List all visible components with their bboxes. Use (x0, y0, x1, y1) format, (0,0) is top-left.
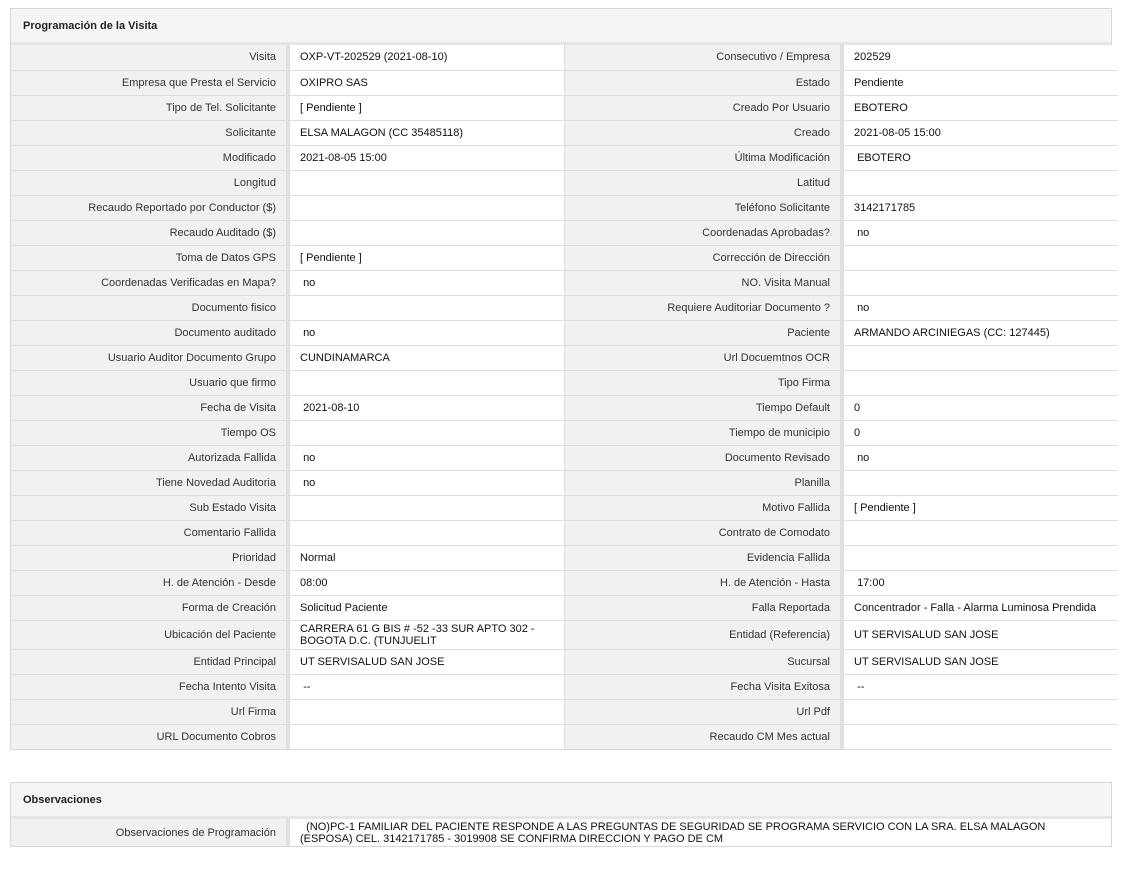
observaciones-value: (NO)PC-1 FAMILIAR DEL PACIENTE RESPONDE A LAS PREGUNTAS DE SEGURIDAD SE PROGRAMA SERVICIO CON LA SRA. ELSA MALAGON (ESPOSA) CEL. 3142171785 - 3019908 SE CONFIRMA DIRECCION Y PAGO DE CM (290, 819, 1112, 846)
field-label: Planilla (565, 470, 841, 495)
programacion-panel (10, 8, 1112, 750)
field-value: ARMANDO ARCINIEGAS (CC: 127445) (844, 320, 1119, 345)
table-row (11, 620, 1118, 649)
field-label: Recaudo Auditado ($) (11, 220, 287, 245)
table-row (11, 345, 1118, 370)
field-label: Corrección de Dirección (565, 245, 841, 270)
field-value: [ Pendiente ] (290, 95, 565, 120)
field-value (844, 545, 1119, 570)
field-label: Evidencia Fallida (565, 545, 841, 570)
field-value: no (844, 445, 1119, 470)
field-label: Tiene Novedad Auditoria (11, 470, 287, 495)
field-value (844, 470, 1119, 495)
table-row (11, 145, 1118, 170)
field-label: Estado (565, 70, 841, 95)
table-row (11, 220, 1118, 245)
field-value: no (290, 445, 565, 470)
table-row (11, 45, 1118, 70)
field-label: Coordenadas Verificadas en Mapa? (11, 270, 287, 295)
field-label: Coordenadas Aprobadas? (565, 220, 841, 245)
field-label: Contrato de Comodato (565, 520, 841, 545)
field-value: 2021-08-05 15:00 (290, 145, 565, 170)
table-row (11, 819, 1111, 846)
field-label: URL Documento Cobros (11, 724, 287, 749)
field-label: Fecha Intento Visita (11, 674, 287, 699)
table-row (11, 270, 1118, 295)
field-value: no (290, 470, 565, 495)
field-label: H. de Atención - Hasta (565, 570, 841, 595)
field-label: Falla Reportada (565, 595, 841, 620)
field-value (844, 245, 1119, 270)
field-value: 0 (844, 395, 1119, 420)
table-row (11, 470, 1118, 495)
table-row (11, 520, 1118, 545)
field-label: Última Modificación (565, 145, 841, 170)
observaciones-table (11, 819, 1111, 846)
field-label: Creado (565, 120, 841, 145)
field-label: Consecutivo / Empresa (565, 45, 841, 70)
field-value: 202529 (844, 45, 1119, 70)
field-value: [ Pendiente ] (844, 495, 1119, 520)
field-value (844, 345, 1119, 370)
field-value: EBOTERO (844, 95, 1119, 120)
field-value (290, 170, 565, 195)
field-label: Tiempo Default (565, 395, 841, 420)
field-label: Usuario Auditor Documento Grupo (11, 345, 287, 370)
field-label: Tipo Firma (565, 370, 841, 395)
table-row (11, 70, 1118, 95)
field-label: Comentario Fallida (11, 520, 287, 545)
field-label: Fecha de Visita (11, 395, 287, 420)
observaciones-panel (10, 782, 1112, 847)
programacion-title: Programación de la Visita (11, 9, 1111, 45)
table-row (11, 545, 1118, 570)
table-row (11, 245, 1118, 270)
field-value (290, 195, 565, 220)
table-row (11, 445, 1118, 470)
field-value (290, 420, 565, 445)
table-row (11, 95, 1118, 120)
field-value (844, 370, 1119, 395)
field-label: Documento auditado (11, 320, 287, 345)
field-label: Tiempo de municipio (565, 420, 841, 445)
field-value: OXP-VT-202529 (2021-08-10) (290, 45, 565, 70)
field-label: Tiempo OS (11, 420, 287, 445)
field-value (844, 170, 1119, 195)
table-row (11, 570, 1118, 595)
field-label: Modificado (11, 145, 287, 170)
field-value: Pendiente (844, 70, 1119, 95)
field-label: Url Pdf (565, 699, 841, 724)
table-row (11, 595, 1118, 620)
field-value (290, 295, 565, 320)
field-value: 2021-08-10 (290, 395, 565, 420)
field-value (290, 495, 565, 520)
table-row (11, 120, 1118, 145)
field-value (290, 520, 565, 545)
field-label: Solicitante (11, 120, 287, 145)
field-value: CUNDINAMARCA (290, 345, 565, 370)
field-label: Tipo de Tel. Solicitante (11, 95, 287, 120)
field-value: 2021-08-05 15:00 (844, 120, 1119, 145)
field-value: UT SERVISALUD SAN JOSE (844, 649, 1119, 674)
table-row (11, 295, 1118, 320)
field-label: Sub Estado Visita (11, 495, 287, 520)
field-label: Sucursal (565, 649, 841, 674)
field-value (844, 724, 1119, 749)
field-label: Teléfono Solicitante (565, 195, 841, 220)
field-label: Creado Por Usuario (565, 95, 841, 120)
field-label: NO. Visita Manual (565, 270, 841, 295)
field-value: OXIPRO SAS (290, 70, 565, 95)
field-label: Fecha Visita Exitosa (565, 674, 841, 699)
programacion-table (11, 45, 1118, 749)
field-value: EBOTERO (844, 145, 1119, 170)
table-row (11, 420, 1118, 445)
field-label: Recaudo CM Mes actual (565, 724, 841, 749)
field-label: Entidad (Referencia) (565, 620, 841, 649)
field-label: Documento Revisado (565, 445, 841, 470)
field-value: UT SERVISALUD SAN JOSE (290, 649, 565, 674)
field-label: Prioridad (11, 545, 287, 570)
table-row (11, 320, 1118, 345)
table-row (11, 395, 1118, 420)
field-label: Recaudo Reportado por Conductor ($) (11, 195, 287, 220)
field-label: Url Firma (11, 699, 287, 724)
table-row (11, 495, 1118, 520)
table-row (11, 195, 1118, 220)
field-value (844, 699, 1119, 724)
table-row (11, 699, 1118, 724)
field-label: Url Docuemtnos OCR (565, 345, 841, 370)
field-value: 0 (844, 420, 1119, 445)
field-label: Empresa que Presta el Servicio (11, 70, 287, 95)
field-label: Paciente (565, 320, 841, 345)
field-value: Solicitud Paciente (290, 595, 565, 620)
field-value: no (290, 320, 565, 345)
field-label: Longitud (11, 170, 287, 195)
field-label: Forma de Creación (11, 595, 287, 620)
field-value: 3142171785 (844, 195, 1119, 220)
field-label: Latitud (565, 170, 841, 195)
observaciones-label: Observaciones de Programación (11, 819, 287, 846)
field-label: Documento fisico (11, 295, 287, 320)
field-label: Usuario que firmo (11, 370, 287, 395)
field-value: Concentrador - Falla - Alarma Luminosa Prendida (844, 595, 1119, 620)
field-value: [ Pendiente ] (290, 245, 565, 270)
table-row (11, 674, 1118, 699)
table-row (11, 370, 1118, 395)
field-value: UT SERVISALUD SAN JOSE (844, 620, 1119, 649)
field-value (844, 520, 1119, 545)
field-value (844, 270, 1119, 295)
field-label: Entidad Principal (11, 649, 287, 674)
field-value: ELSA MALAGON (CC 35485118) (290, 120, 565, 145)
field-label: Autorizada Fallida (11, 445, 287, 470)
field-label: Visita (11, 45, 287, 70)
field-value: -- (290, 674, 565, 699)
field-value (290, 370, 565, 395)
table-row (11, 649, 1118, 674)
field-value: -- (844, 674, 1119, 699)
field-value (290, 699, 565, 724)
field-value (290, 724, 565, 749)
field-label: H. de Atención - Desde (11, 570, 287, 595)
field-value: no (290, 270, 565, 295)
observaciones-title: Observaciones (11, 783, 1111, 819)
field-label: Toma de Datos GPS (11, 245, 287, 270)
field-label: Requiere Auditoriar Documento ? (565, 295, 841, 320)
field-value: no (844, 220, 1119, 245)
table-row (11, 170, 1118, 195)
field-value: 17:00 (844, 570, 1119, 595)
field-value: CARRERA 61 G BIS # -52 -33 SUR APTO 302 - BOGOTA D.C. (TUNJUELIT (290, 620, 565, 649)
field-value: Normal (290, 545, 565, 570)
field-value: 08:00 (290, 570, 565, 595)
field-label: Ubicación del Paciente (11, 620, 287, 649)
table-row (11, 724, 1118, 749)
field-label: Motivo Fallida (565, 495, 841, 520)
field-value: no (844, 295, 1119, 320)
field-value (290, 220, 565, 245)
